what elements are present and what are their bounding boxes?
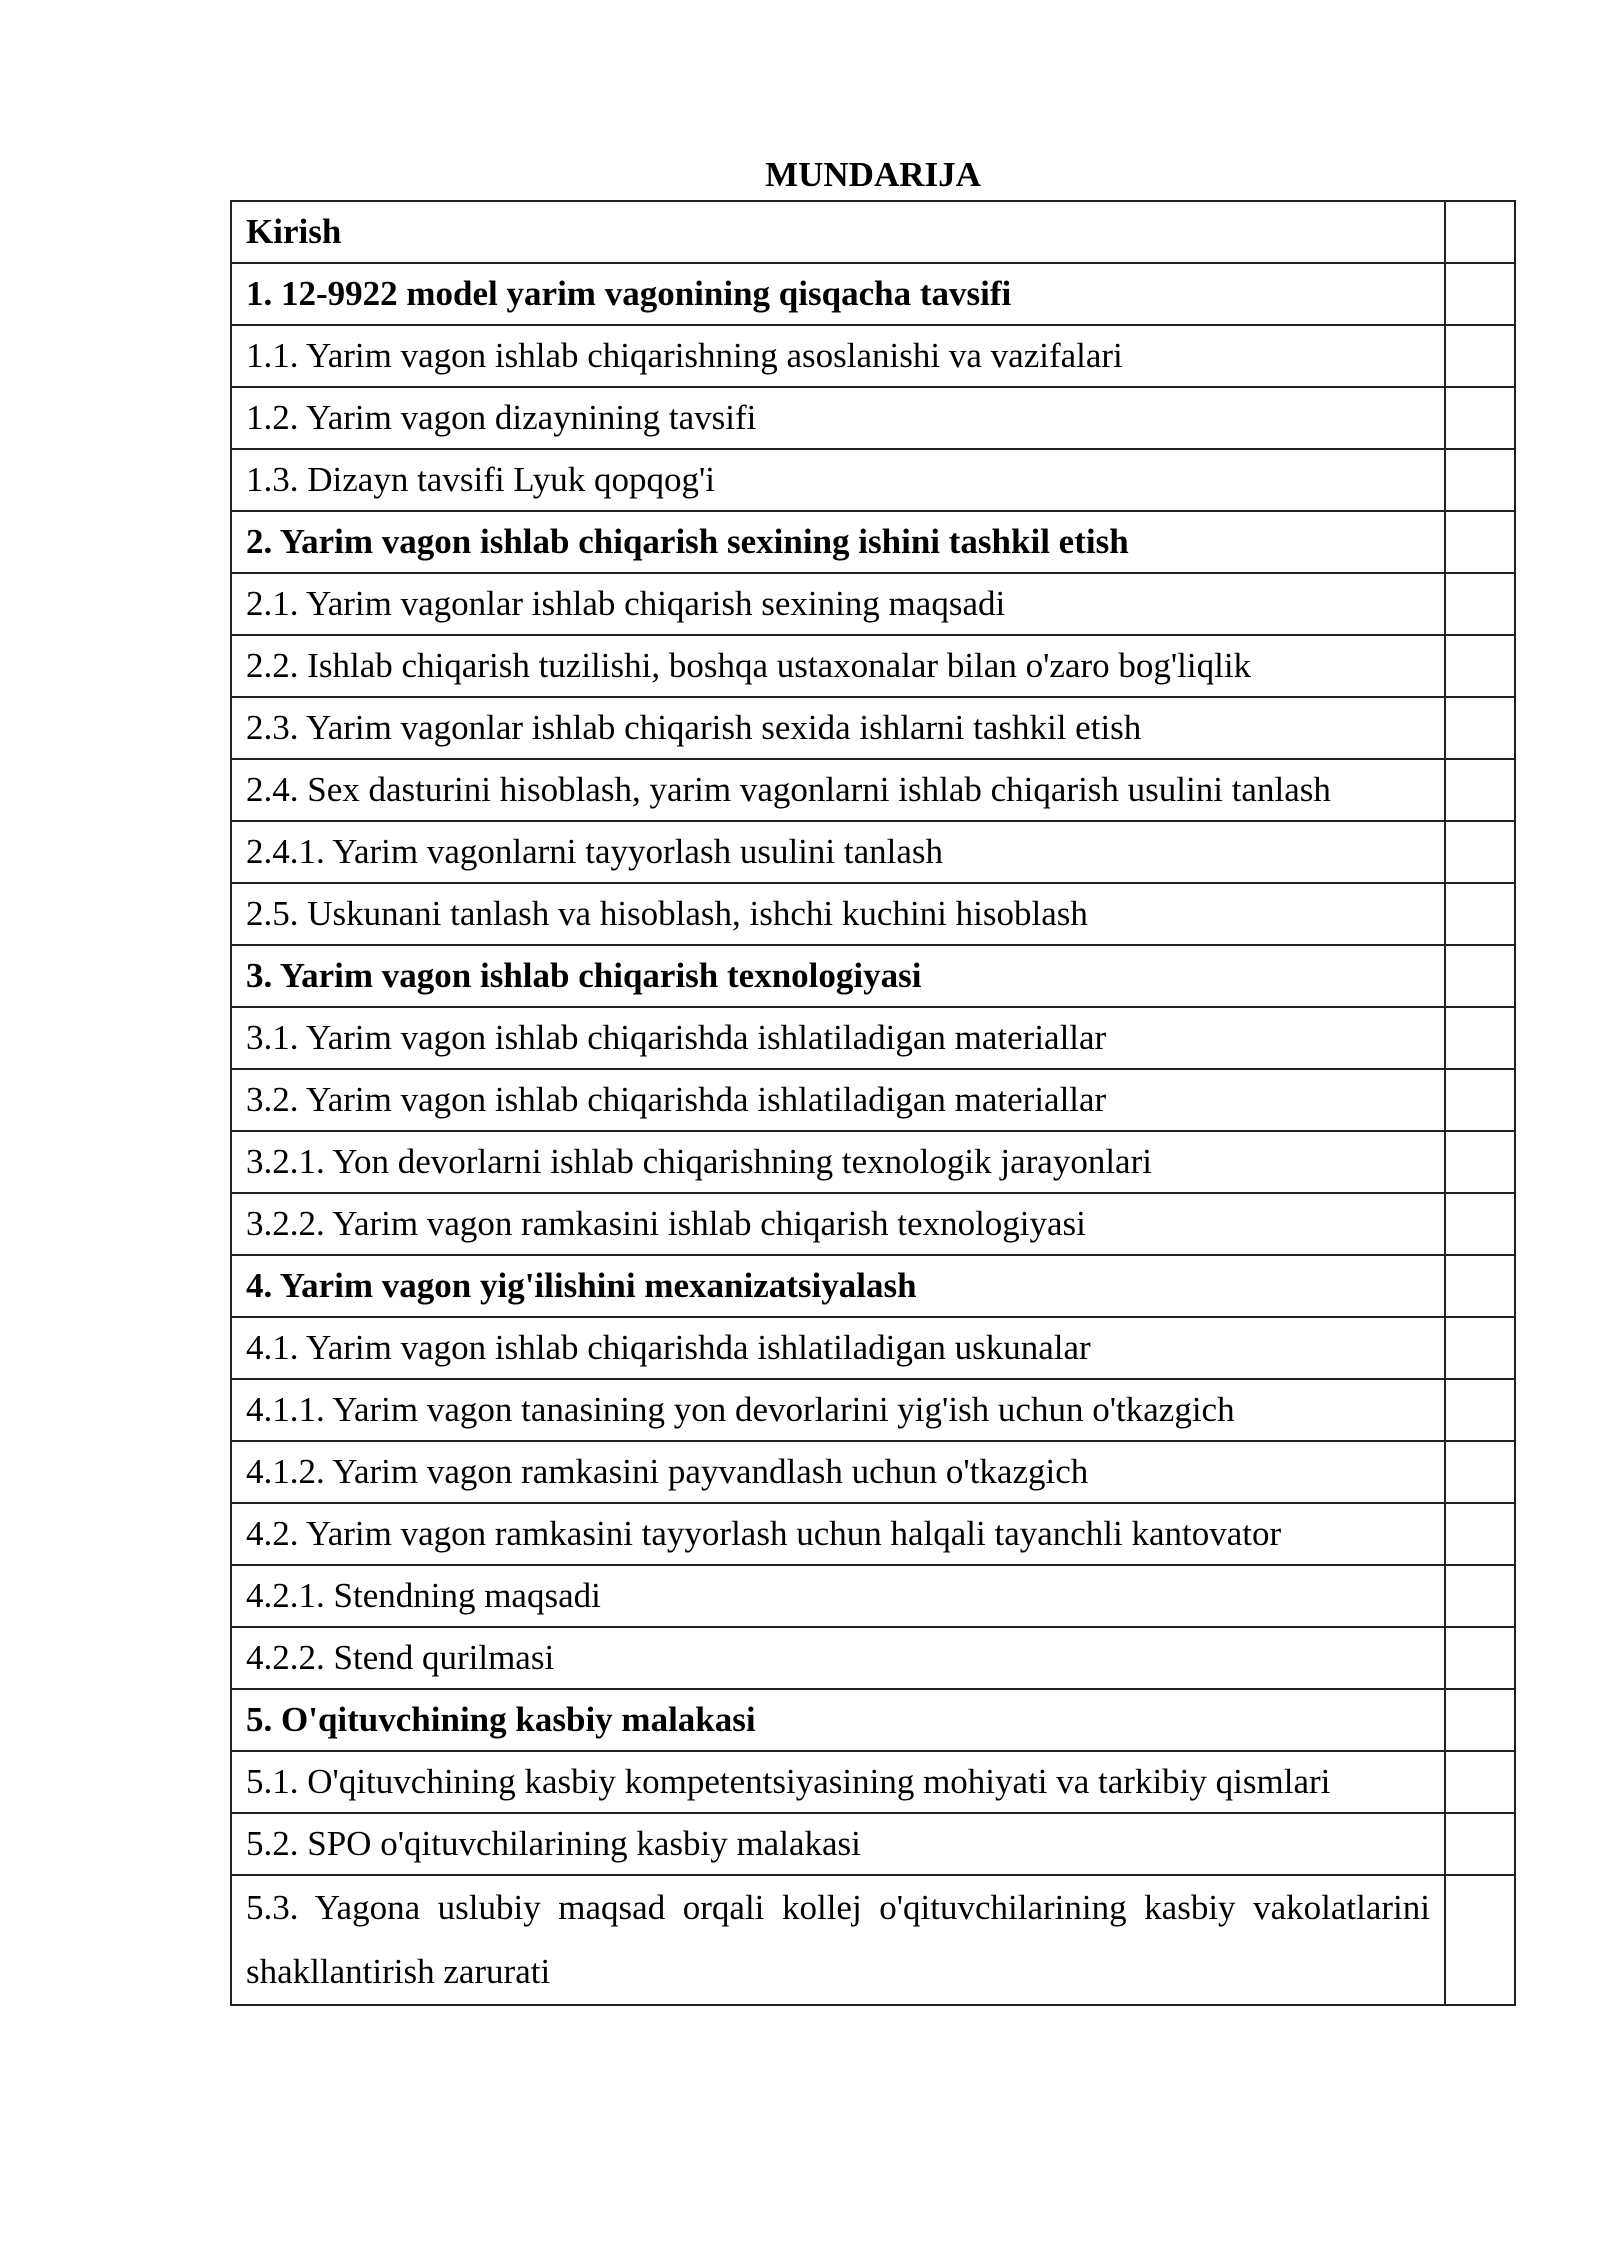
table-of-contents [230, 200, 1516, 2006]
toc-entry-title: 4.2. Yarim vagon ramkasini tayyorlash uchun halqali tayanchli kantovator [231, 1503, 1445, 1565]
toc-entry-title: 2.3. Yarim vagonlar ishlab chiqarish sexida ishlarni tashkil etish [231, 697, 1445, 759]
toc-entry-page [1445, 883, 1515, 945]
table-row [231, 883, 1515, 945]
toc-entry-page [1445, 1007, 1515, 1069]
table-row [231, 759, 1515, 821]
table-row [231, 449, 1515, 511]
page-title: MUNDARIJA [765, 155, 981, 194]
toc-entry-page [1445, 945, 1515, 1007]
toc-entry-title: 1.1. Yarim vagon ishlab chiqarishning asoslanishi va vazifalari [231, 325, 1445, 387]
table-row [231, 263, 1515, 325]
toc-entry-page [1445, 1069, 1515, 1131]
table-row [231, 325, 1515, 387]
table-row [231, 1565, 1515, 1627]
toc-entry-title: 4.1. Yarim vagon ishlab chiqarishda ishlatiladigan uskunalar [231, 1317, 1445, 1379]
toc-entry-page [1445, 697, 1515, 759]
toc-entry-page [1445, 1813, 1515, 1875]
table-row [231, 201, 1515, 263]
toc-entry-title: 5.2. SPO o'qituvchilarining kasbiy malakasi [231, 1813, 1445, 1875]
toc-entry-title: 2.5. Uskunani tanlash va hisoblash, ishchi kuchini hisoblash [231, 883, 1445, 945]
table-row [231, 1255, 1515, 1317]
toc-entry-page [1445, 263, 1515, 325]
toc-entry-title: 4.2.1. Stendning maqsadi [231, 1565, 1445, 1627]
toc-entry-page [1445, 635, 1515, 697]
toc-entry-page [1445, 759, 1515, 821]
table-row [231, 821, 1515, 883]
toc-entry-title: 3. Yarim vagon ishlab chiqarish texnologiyasi [231, 945, 1445, 1007]
toc-body [231, 201, 1515, 2005]
table-row [231, 635, 1515, 697]
toc-entry-title: 5.3. Yagona uslubiy maqsad orqali kollej o'qituvchilarining kasbiy vakolatlarini shakllantirish zarurati [231, 1875, 1445, 2005]
table-row [231, 1193, 1515, 1255]
table-row [231, 387, 1515, 449]
table-row [231, 1875, 1515, 2005]
table-row [231, 1627, 1515, 1689]
toc-entry-page [1445, 1627, 1515, 1689]
toc-entry-title: 2.2. Ishlab chiqarish tuzilishi, boshqa ustaxonalar bilan o'zaro bog'liqlik [231, 635, 1445, 697]
toc-entry-page [1445, 201, 1515, 263]
table-row [231, 1751, 1515, 1813]
toc-entry-page [1445, 1503, 1515, 1565]
table-row [231, 945, 1515, 1007]
toc-entry-title: 3.1. Yarim vagon ishlab chiqarishda ishlatiladigan materiallar [231, 1007, 1445, 1069]
toc-entry-title: 1. 12-9922 model yarim vagonining qisqacha tavsifi [231, 263, 1445, 325]
table-row [231, 573, 1515, 635]
toc-entry-title: 3.2. Yarim vagon ishlab chiqarishda ishlatiladigan materiallar [231, 1069, 1445, 1131]
toc-entry-page [1445, 511, 1515, 573]
table-row [231, 511, 1515, 573]
toc-entry-page [1445, 325, 1515, 387]
table-row [231, 1069, 1515, 1131]
toc-entry-title: 4.1.1. Yarim vagon tanasining yon devorlarini yig'ish uchun o'tkazgich [231, 1379, 1445, 1441]
toc-entry-page [1445, 1565, 1515, 1627]
table-row [231, 1379, 1515, 1441]
toc-entry-page [1445, 1751, 1515, 1813]
toc-entry-page [1445, 1689, 1515, 1751]
toc-entry-title: 2.1. Yarim vagonlar ishlab chiqarish sexining maqsadi [231, 573, 1445, 635]
toc-entry-page [1445, 387, 1515, 449]
toc-entry-page [1445, 1131, 1515, 1193]
table-row [231, 1441, 1515, 1503]
toc-entry-page [1445, 1441, 1515, 1503]
table-row [231, 697, 1515, 759]
toc-entry-title: 2. Yarim vagon ishlab chiqarish sexining ishini tashkil etish [231, 511, 1445, 573]
toc-entry-title: 2.4.1. Yarim vagonlarni tayyorlash usulini tanlash [231, 821, 1445, 883]
table-row [231, 1007, 1515, 1069]
toc-entry-page [1445, 821, 1515, 883]
toc-entry-page [1445, 573, 1515, 635]
toc-entry-title: 2.4. Sex dasturini hisoblash, yarim vagonlarni ishlab chiqarish usulini tanlash [231, 759, 1445, 821]
table-row [231, 1689, 1515, 1751]
table-row [231, 1503, 1515, 1565]
toc-entry-title: 1.2. Yarim vagon dizaynining tavsifi [231, 387, 1445, 449]
toc-entry-title: 4.1.2. Yarim vagon ramkasini payvandlash uchun o'tkazgich [231, 1441, 1445, 1503]
toc-entry-title: 3.2.2. Yarim vagon ramkasini ishlab chiqarish texnologiyasi [231, 1193, 1445, 1255]
toc-entry-title: 3.2.1. Yon devorlarni ishlab chiqarishning texnologik jarayonlari [231, 1131, 1445, 1193]
toc-entry-title: 1.3. Dizayn tavsifi Lyuk qopqog'i [231, 449, 1445, 511]
toc-entry-page [1445, 1875, 1515, 2005]
toc-entry-page [1445, 1255, 1515, 1317]
toc-entry-page [1445, 449, 1515, 511]
table-row [231, 1131, 1515, 1193]
toc-entry-page [1445, 1193, 1515, 1255]
toc-entry-title: 4.2.2. Stend qurilmasi [231, 1627, 1445, 1689]
toc-entry-page [1445, 1379, 1515, 1441]
table-row [231, 1813, 1515, 1875]
table-row [231, 1317, 1515, 1379]
toc-entry-title: 5.1. O'qituvchining kasbiy kompetentsiyasining mohiyati va tarkibiy qismlari [231, 1751, 1445, 1813]
toc-entry-title: 4. Yarim vagon yig'ilishini mexanizatsiyalash [231, 1255, 1445, 1317]
toc-entry-title: 5. O'qituvchining kasbiy malakasi [231, 1689, 1445, 1751]
toc-entry-title: Kirish [231, 201, 1445, 263]
toc-entry-page [1445, 1317, 1515, 1379]
